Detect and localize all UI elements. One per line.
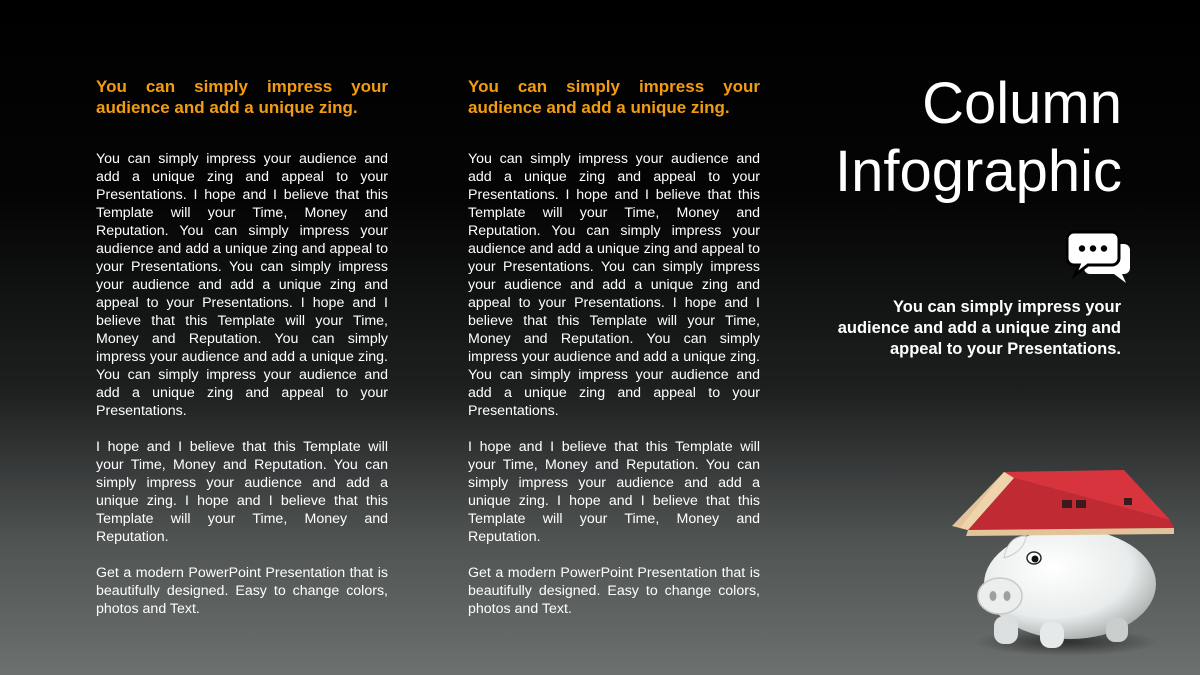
column-paragraph: You can simply impress your audience and add a unique zing and appeal to your Presentations. I hope and I believe that this Template will your Time, Money and Reputation. You can simply impress your audience and add a unique zing and appeal to your Presentations. You can simply impress your audience and add a unique zing and appeal to your Presentations. I hope and I believe that this Template will your Time, Money and Reputation. You can simply impress your audience and add a unique zing. You can simply impress your audience and add a unique zing and appeal to your Presentations. [96,151,388,419]
speech-bubbles-icon [1066,230,1132,284]
piggy-bank-house-image [948,466,1180,656]
column-paragraph: Get a modern PowerPoint Presentation that is beautifully designed. Easy to change colors, photos and Text. [96,565,388,617]
column-paragraph: You can simply impress your audience and add a unique zing and appeal to your Presentations. I hope and I believe that this Template will your Time, Money and Reputation. You can simply impress your audience and add a unique zing and appeal to your Presentations. You can simply impress your audience and add a unique zing and appeal to your Presentations. I hope and I believe that this Template will your Time, Money and Reputation. You can simply impress your audience and add a unique zing. You can simply impress your audience and add a unique zing and appeal to your Presentations. [468,151,760,419]
column-heading: You can simply impress your audience and add a unique zing. [96,77,388,117]
column-heading: You can simply impress your audience and add a unique zing. [468,77,760,117]
title-line-1: Column [922,71,1122,136]
title-line-2: Infographic [835,139,1122,204]
slide-title [702,70,1122,206]
column-paragraph: I hope and I believe that this Template will your Time, Money and Reputation. You can simply impress your audience and add a unique zing. I hope and I believe that this Template will your Time, Money and Reputation. [96,439,388,545]
tagline-text: You can simply impress your audience and add a unique zing and appeal to your Presentations. [837,298,1121,358]
text-column-1 [96,76,388,636]
column-paragraph: Get a modern PowerPoint Presentation that is beautifully designed. Easy to change colors, photos and Text. [468,565,760,617]
column-paragraph: I hope and I believe that this Template will your Time, Money and Reputation. You can simply impress your audience and add a unique zing. I hope and I believe that this Template will your Time, Money and Reputation. [468,439,760,545]
